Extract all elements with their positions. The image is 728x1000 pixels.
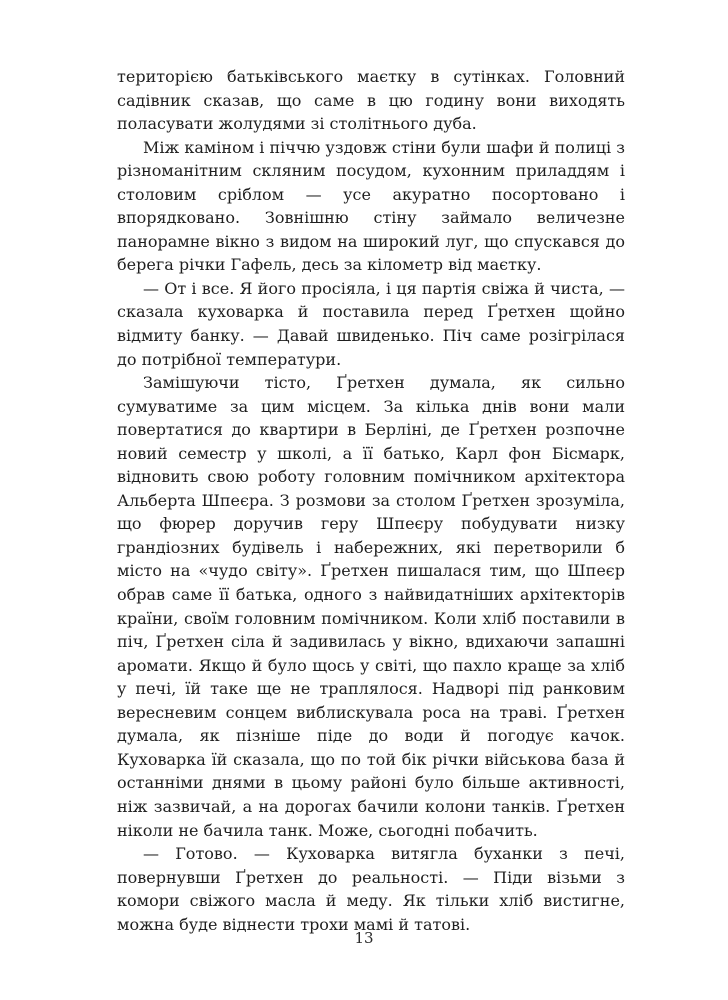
paragraph-2: Між каміном і піччю уздовж стіни були шафи й полиці з різноманітним скляним посудом, кухонним приладдям і столовим сріблом — усе акуратно посортовано і впорядковано. Зовнішню стіну займало величезне панорамне вікно з видом на широкий луг, що спускався до берега річки Гафель, десь за кілометр від маєтку.	[117, 137, 625, 275]
paragraph-1: територією батьківського маєтку в сутінках. Головний садівник сказав, що саме в цю годину вони виходять поласувати жолудями зі столітнього дуба.	[117, 67, 625, 134]
paragraph-4: Замішуючи тісто, Ґретхен думала, як сильно сумуватиме за цим місцем. За кілька днів вони мали повертатися до квартири в Берліні, де Ґретхен розпочне новий семестр у школі, а її батько, Карл фон Бісмарк, відновить свою роботу головним помічником архітектора Альберта Шпеєра. З розмови за столом Ґретхен зрозуміла, що фюрер доручив геру Шпеєру побудувати низку грандіозних будівель і набережних, які перетворили б місто на «чудо світу». Ґретхен пишалася тим, що Шпеєр обрав саме її батька, одного з найвидатніших архітекторів країни, своїм головним помічником. Коли хліб поставили в піч, Ґретхен сіла й задивилась у вікно, вдихаючи запашні аромати. Якщо й було щось у світі, що пахло краще за хліб у печі, їй таке ще не траплялося. Надворі під ранковим вересневим сонцем виблискувала роса на траві. Ґретхен думала, як пізніше піде до води й погодує качок. Куховарка їй сказала, що по той бік річки військова база й останніми днями в цьому районі було більше активності, ніж зазвичай, а на дорогах бачили колони танків. Ґретхен ніколи не бачила танк. Може, сьогодні побачить.	[117, 373, 625, 840]
book-page-text	[117, 65, 625, 936]
paragraph-3: — От і все. Я його просіяла, і ця партія свіжа й чиста, — сказала куховарка й поставила перед Ґретхен щойно відмиту банку. — Давай швиденько. Піч саме розігрілася до потрібної температури.	[117, 278, 625, 369]
page-number: 13	[354, 929, 374, 947]
paragraph-5: — Готово. — Куховарка витягла буханки з печі, повернувши Ґретхен до реальності. — Піди візьми з комори свіжого масла й меду. Як тільки хліб вистигне, можна буде віднести трохи мамі й татові.	[117, 844, 625, 934]
